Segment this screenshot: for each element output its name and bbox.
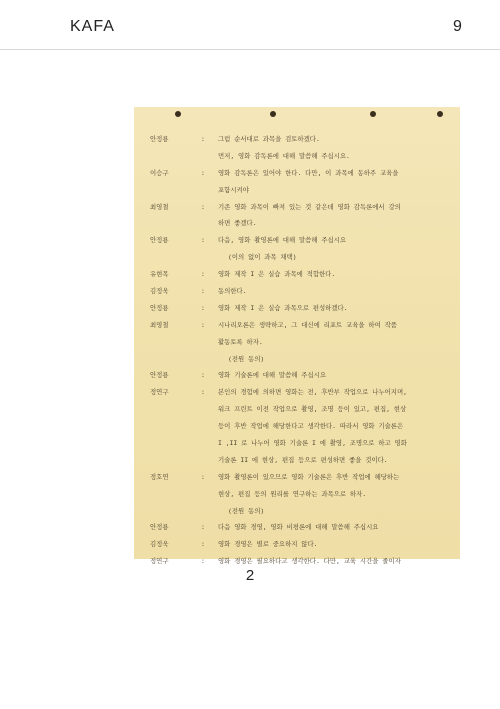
speech-text: 기술론 II 에 현상, 편집 등으로 편성하면 좋을 것이다.	[218, 455, 388, 464]
transcript-row	[134, 435, 460, 452]
speech-text: (전원 동의)	[228, 354, 265, 363]
transcript-row	[134, 367, 460, 384]
colon-separator: :	[201, 320, 205, 329]
transcript-row	[134, 165, 460, 182]
speech-text: I ,II 로 나누어 영화 기술론 I 에 촬영, 조명으로 하고 영화	[218, 439, 407, 448]
punch-hole-icon	[270, 111, 276, 117]
colon-separator: :	[201, 135, 205, 143]
transcript-row	[134, 351, 460, 368]
speaker-name: 안정룡	[150, 371, 169, 380]
speech-text: 다음, 영화 촬영론에 대해 말씀해 주십시요	[218, 236, 347, 245]
speech-text: 본인의 경험에 의하면 영화는 전, 후반부 작업으로 나누어지며,	[218, 388, 407, 397]
scan-page-label: 2	[245, 567, 255, 584]
transcript-row	[134, 131, 460, 148]
transcript-row	[134, 452, 460, 469]
colon-separator: :	[201, 287, 205, 296]
transcript-row	[134, 469, 460, 486]
speaker-name: 김정욱	[150, 287, 169, 296]
speaker-name: 안정룡	[150, 236, 169, 245]
transcript-row	[134, 334, 460, 351]
speech-text: 영화 경영은 필요하다고 생각한다. 다만, 교육 시간을 줄이자	[218, 557, 401, 566]
punch-hole-icon	[175, 111, 181, 117]
colon-separator: :	[201, 270, 205, 279]
speech-text: 하면 좋겠다.	[218, 219, 257, 228]
transcript-row	[134, 215, 460, 232]
speaker-name: 안정룡	[150, 135, 169, 143]
speaker-name: 유현목	[150, 270, 169, 279]
speech-text: 영화 경영은 별로 중요하지 않다.	[218, 540, 318, 549]
speech-text: 먼저, 영화 감독론에 대해 말씀해 주십시요.	[218, 151, 350, 160]
transcript-row	[134, 418, 460, 435]
colon-separator: :	[201, 388, 205, 397]
speech-text: 기존 영화 과목이 빠져 있는 것 같은데 영화 감독론에서 강의	[218, 202, 401, 211]
transcript-lines	[134, 131, 460, 570]
transcript-row	[134, 232, 460, 249]
speaker-name: 최영철	[150, 320, 169, 329]
transcript-row	[134, 266, 460, 283]
speech-text: 워크 프린트 이전 작업으로 촬영, 조명 등이 있고, 편집, 현상	[218, 405, 407, 414]
transcript-row	[134, 503, 460, 520]
transcript-row	[134, 283, 460, 300]
transcript-row	[134, 519, 460, 536]
colon-separator: :	[201, 557, 205, 566]
transcript-row	[134, 249, 460, 266]
speech-text: (전원 동의)	[228, 506, 265, 515]
colon-separator: :	[201, 523, 205, 532]
colon-separator: :	[201, 236, 205, 245]
speech-text: 시나리오론은 생략하고, 그 대신에 리포트 교육을 하여 작품	[218, 320, 397, 329]
speaker-name: 김정욱	[150, 540, 169, 549]
speech-text: 포함시켜야	[218, 185, 249, 194]
scanned-document	[134, 107, 460, 566]
speaker-name: 정호연	[150, 472, 169, 481]
transcript-row	[134, 317, 460, 334]
speech-text: 영화 감독론은 있어야 한다. 다만, 이 과목에 동하주 교육을	[218, 168, 399, 177]
transcript-row	[134, 486, 460, 503]
page-header	[0, 0, 500, 50]
speech-text: 다음 영화 경영, 영화 비평론에 대해 말씀해 주십시요	[218, 523, 379, 532]
transcript-row	[134, 401, 460, 418]
speaker-name: 안정룡	[150, 303, 169, 312]
punch-hole-icon	[370, 111, 376, 117]
colon-separator: :	[201, 202, 205, 211]
transcript-row	[134, 384, 460, 401]
speaker-name: 최영철	[150, 202, 169, 211]
speech-text: 영화 제작 I 은 실습 과목에 적합한다.	[218, 270, 336, 279]
speaker-name: 이승구	[150, 168, 169, 177]
transcript-row	[134, 199, 460, 216]
speech-text: 현상, 편집 등의 원리를 연구하는 과목으로 하자.	[218, 489, 367, 498]
page-number: 9	[453, 18, 462, 35]
speech-text: 영화 제작 I 은 실습 과목으로 편성하겠다.	[218, 303, 348, 312]
colon-separator: :	[201, 303, 205, 312]
colon-separator: :	[201, 472, 205, 481]
transcript-row	[134, 300, 460, 317]
brand-title: KAFA	[70, 18, 115, 35]
colon-separator: :	[201, 168, 205, 177]
speaker-name: 정연구	[150, 388, 169, 397]
transcript-row	[134, 148, 460, 165]
speech-text: (이의 없이 과목 채택)	[228, 253, 297, 262]
speech-text: 그럼 순서대로 과목을 검토하겠다.	[218, 135, 320, 143]
speech-text: 영화 기술론에 대해 말씀해 주십시요	[218, 371, 326, 380]
colon-separator: :	[201, 540, 205, 549]
transcript-row	[134, 182, 460, 199]
punch-hole-icon	[437, 111, 443, 117]
speech-text: 동의한다.	[218, 287, 247, 296]
transcript-row	[134, 536, 460, 553]
speech-text: 활동토록 하자.	[218, 337, 263, 346]
speaker-name: 안정룡	[150, 523, 169, 532]
speaker-name: 정연구	[150, 557, 169, 566]
colon-separator: :	[201, 371, 205, 380]
speech-text: 등이 후반 작업에 해당한다고 생각한다. 따라서 영화 기술론은	[218, 422, 404, 431]
speech-text: 영화 촬영론이 있으므로 영화 기술론은 후반 작업에 해당하는	[218, 472, 400, 481]
